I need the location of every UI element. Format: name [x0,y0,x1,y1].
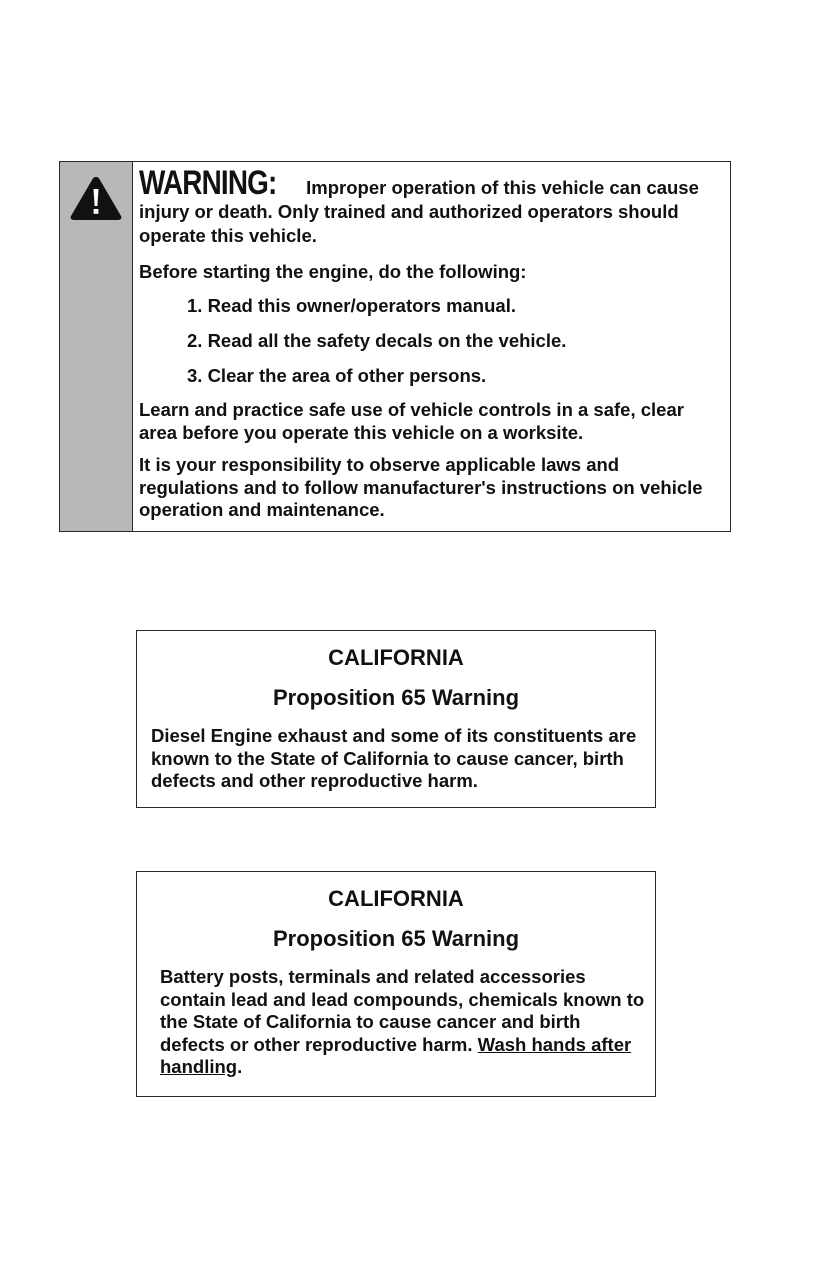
warning-box [59,161,731,532]
prop65-battery-box [136,871,656,1097]
warning-triangle-icon [69,174,123,222]
warning-responsibility: It is your responsibility to observe applicable laws and regulations and to follow manufacturer's instructions on vehicle operation and maintenance. [139,454,703,520]
warning-content [133,162,730,531]
prop65-diesel-body: Diesel Engine exhaust and some of its constituents are known to the State of California to cause cancer, birth defects and other reproductive harm. [151,725,637,791]
prop65-title: Proposition 65 Warning [272,685,520,710]
warning-before-heading: Before starting the engine, do the following: [139,261,527,282]
warning-step: 3. Clear the area of other persons. [187,365,487,386]
warning-label: WARNING: [139,164,277,202]
prop65-state-heading: CALIFORNIA [328,886,464,911]
prop65-state-heading: CALIFORNIA [328,645,464,670]
warning-steps-list [139,294,722,388]
prop65-battery-text: Battery posts, terminals and related accessories contain lead and lead compounds, chemicals known to the State of California to cause cancer and birth defects or other reproductive harm. [160,966,645,1055]
prop65-title: Proposition 65 Warning [272,926,520,951]
warning-gutter [60,162,133,531]
instruction-period: . [237,1056,243,1077]
wash-hands-instruction: Wash hands after handling [160,1033,632,1077]
prop65-diesel-box [136,630,656,808]
prop65-battery-body [137,966,655,1079]
warning-step: 2. Read all the safety decals on the vehicle. [187,330,567,351]
warning-intro-text: Improper operation of this vehicle can cause injury or death. Only trained and authorized operators should operate this vehicle. [139,177,699,246]
warning-step: 1. Read this owner/operators manual. [187,295,516,316]
warning-practice: Learn and practice safe use of vehicle controls in a safe, clear area before you operate this vehicle on a worksite. [139,399,684,443]
warning-intro [139,164,722,248]
